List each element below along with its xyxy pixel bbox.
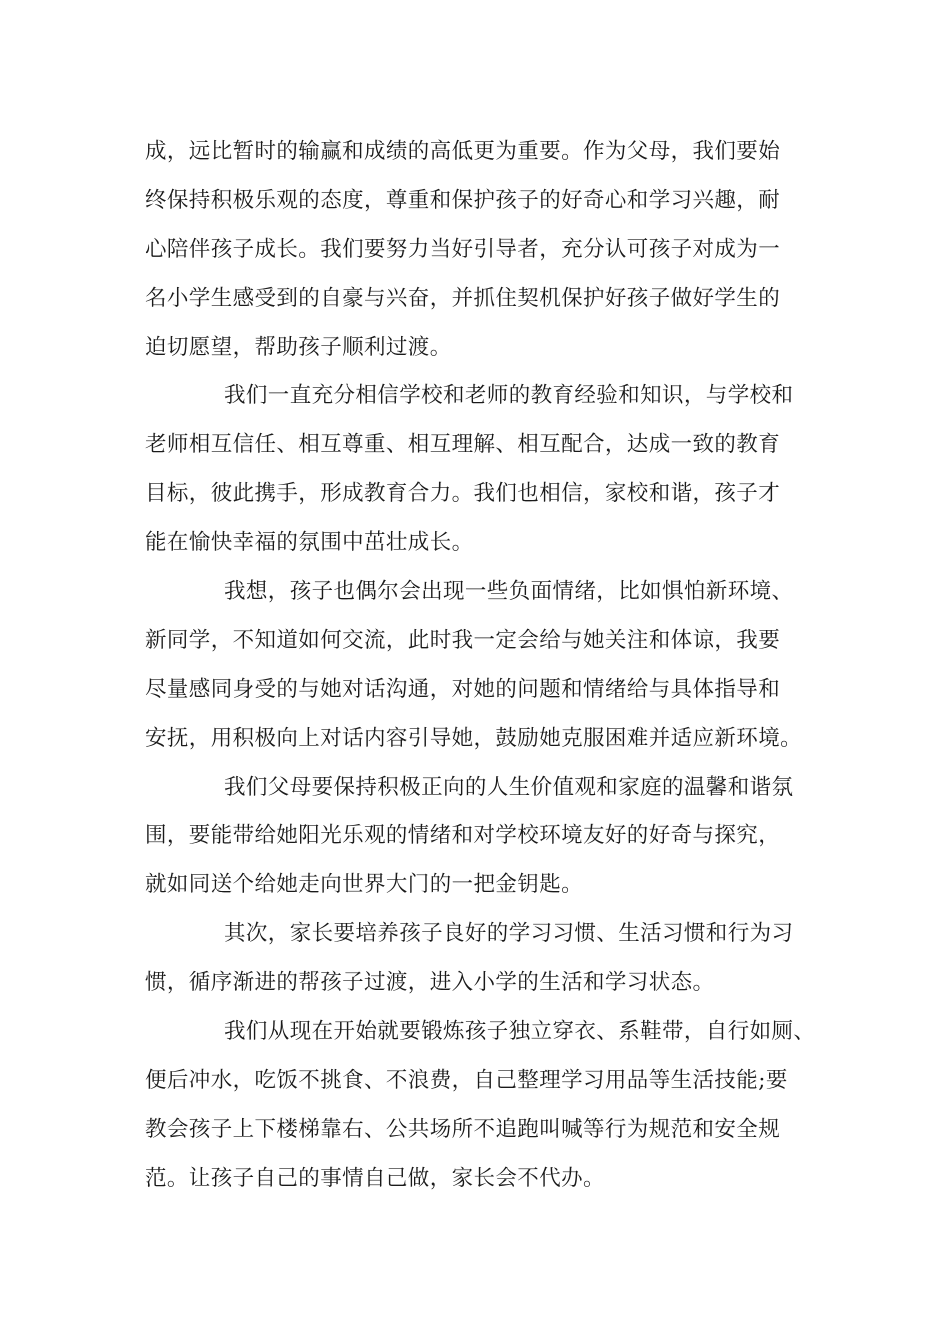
text-line: 心陪伴孩子成长。我们要努力当好引导者，充分认可孩子对成为一: [145, 236, 781, 262]
text-line: 就如同送个给她走向世界大门的一把金钥匙。: [145, 872, 584, 898]
text-line: 安抚，用积极向上对话内容引导她，鼓励她克服困难并适应新环境。: [145, 725, 803, 751]
text-line: 便后冲水，吃饭不挑食、不浪费，自己整理学习用品等生活技能;要: [145, 1067, 788, 1093]
text-line: 新同学，不知道如何交流，此时我一定会给与她关注和体谅，我要: [145, 627, 781, 653]
text-line: 其次，家长要培养孩子良好的学习习惯、生活习惯和行为习: [224, 921, 794, 947]
text-line: 尽量感同身受的与她对话沟通，对她的问题和情绪给与具体指导和: [145, 676, 781, 702]
text-line: 成，远比暂时的输赢和成绩的高低更为重要。作为父母，我们要始: [145, 139, 781, 164]
text-line: 老师相互信任、相互尊重、相互理解、相互配合，达成一致的教育: [145, 432, 781, 458]
text-line: 能在愉快幸福的氛围中茁壮成长。: [145, 530, 474, 556]
text-line: 终保持积极乐观的态度，尊重和保护孩子的好奇心和学习兴趣，耐: [145, 187, 781, 213]
document-body: [145, 128, 825, 1204]
text-line: 我想，孩子也偶尔会出现一些负面情绪，比如惧怕新环境、: [224, 579, 794, 605]
text-line: 惯，循序渐进的帮孩子过渡，进入小学的生活和学习状态。: [145, 970, 715, 996]
text-line: 围，要能带给她阳光乐观的情绪和对学校环境友好的好奇与探究，: [145, 823, 781, 849]
text-line: 名小学生感受到的自豪与兴奋，并抓住契机保护好孩子做好学生的: [145, 285, 781, 311]
text-line: 我们一直充分相信学校和老师的教育经验和知识，与学校和: [224, 383, 794, 409]
text-line: 我们从现在开始就要锻炼孩子独立穿衣、系鞋带，自行如厕、: [224, 1019, 816, 1045]
text-line: 迫切愿望，帮助孩子顺利过渡。: [145, 334, 452, 360]
text-line: 我们父母要保持积极正向的人生价值观和家庭的温馨和谐氛: [224, 774, 794, 800]
text-line: 目标，彼此携手，形成教育合力。我们也相信，家校和谐，孩子才: [145, 481, 781, 507]
text-line: 教会孩子上下楼梯靠右、公共场所不追跑叫喊等行为规范和安全规: [145, 1116, 781, 1142]
text-line: 范。让孩子自己的事情自己做，家长会不代办。: [145, 1165, 605, 1191]
